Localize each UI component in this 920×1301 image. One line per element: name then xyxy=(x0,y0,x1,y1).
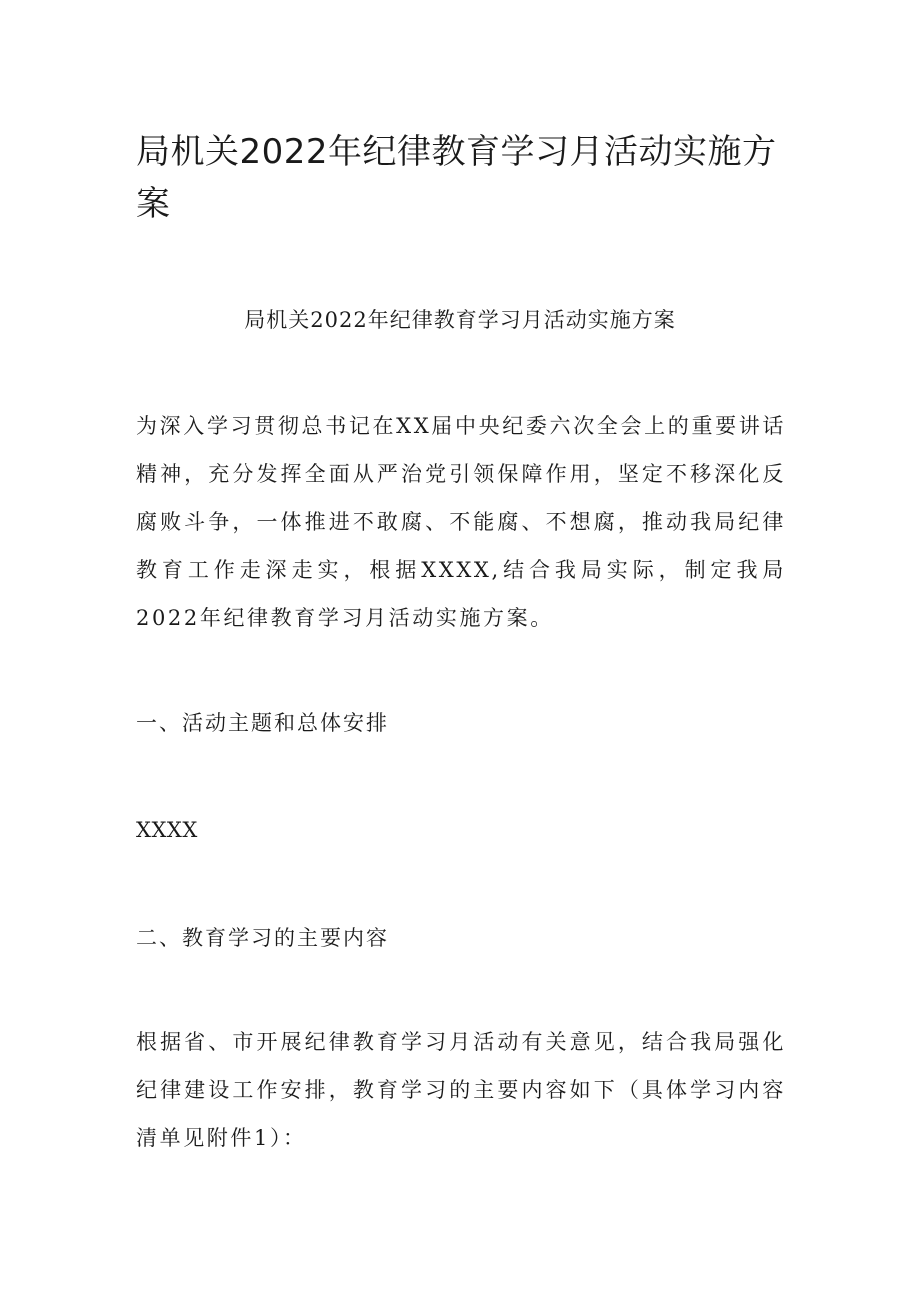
section-2-heading: 二、教育学习的主要内容 xyxy=(136,926,389,950)
section-1-body: XXXX xyxy=(136,818,198,842)
document-subtitle: 局机关2022年纪律教育学习月活动实施方案 xyxy=(244,308,676,332)
section-1-heading: 一、活动主题和总体安排 xyxy=(136,711,389,735)
section-2-body: 根据省、市开展纪律教育学习月活动有关意见，结合我局强化纪律建设工作安排，教育学习的主要内容如下（具体学习内容清单见附件1）： xyxy=(136,1030,786,1150)
intro-paragraph: 为深入学习贯彻总书记在XX届中央纪委六次全会上的重要讲话精神，充分发挥全面从严治党引领保障作用，坚定不移深化反腐败斗争，一体推进不敢腐、不能腐、不想腐，推动我局纪律教育工作走深走实，根据XXXX,结合我局实际，制定我局2022年纪律教育学习月活动实施方案。 xyxy=(136,414,786,630)
document-title: 局机关2022年纪律教育学习月活动实施方案 xyxy=(136,132,777,224)
